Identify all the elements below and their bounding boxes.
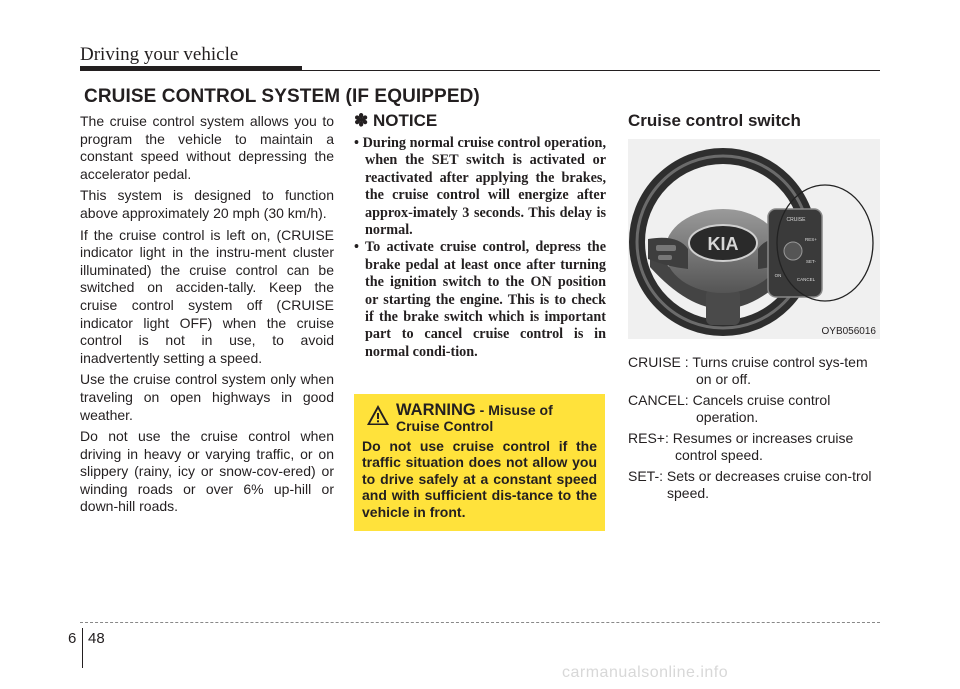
intro-paragraph: Use the cruise control system only when traveling on open highways in good weather. <box>80 371 334 423</box>
footer-rule <box>80 622 880 623</box>
res-label: RES+ <box>805 237 817 242</box>
section-title: CRUISE CONTROL SYSTEM (IF EQUIPPED) <box>84 86 480 107</box>
notice-box <box>354 111 606 361</box>
page-number: 48 <box>88 630 105 647</box>
warning-header <box>362 402 597 434</box>
steering-wheel-graphic <box>628 139 880 339</box>
notice-item: • To activate cruise control, depress the brake pedal at least once after turning the ignition switch to the ON position or starting the engine. This is to check if the brake switch which is important part to cancel cruise control is in normal condi-tion. <box>354 239 606 360</box>
cruise-control-switch-panel <box>768 209 822 297</box>
warning-box <box>354 394 605 531</box>
notice-symbol: ✽ <box>354 111 369 130</box>
image-code: OYB056016 <box>821 326 876 337</box>
header-bar <box>80 66 302 71</box>
cancel-label: CANCEL <box>796 277 816 282</box>
intro-paragraph: Do not use the cruise control when driving in heavy or varying traffic, or on slippery (rainy, icy or snow-cov-ered) or winding roads or over 6% up-hill or down-hill roads. <box>80 428 334 515</box>
notice-item-text: To activate cruise control, depress the brake pedal at least once after turning the ignition switch to the ON position or starting the engine. This is to check if the brake switch which is important part to cancel cruise control is in normal condi-tion. <box>364 239 606 360</box>
definition-item <box>628 430 880 464</box>
on-label: ON <box>774 273 782 278</box>
definition-desc: Turns cruise control sys-tem on or off. <box>692 354 868 387</box>
cruise-label: CRUISE <box>786 217 806 223</box>
header-rule <box>302 70 880 71</box>
notice-item: • During normal cruise control operation, when the SET switch is activated or reactivated after applying the brakes, the cruise control will energize after approx-imately 3 seconds. This delay is normal. <box>354 135 606 239</box>
warning-word: WARNING <box>396 401 476 419</box>
definition-item <box>628 468 880 502</box>
definition-desc: Cancels cruise control operation. <box>692 392 831 425</box>
notice-item-text: During normal cruise control operation, when the SET switch is activated or reactivated after applying the brakes, the cruise control will energize after approx-imately 3 seconds. This delay is normal. <box>362 135 606 239</box>
notice-list <box>354 135 606 361</box>
definition-term: RES+: <box>628 430 669 446</box>
intro-paragraph: If the cruise control is left on, (CRUISE indicator light in the instru-ment cluster illuminated) the cruise control can be switched on acciden-tally. Keep the cruise control system off (CRUISE indicator light OFF) when the cruise control is not in use, to avoid inadvertently setting a speed. <box>80 226 334 366</box>
notice-label: NOTICE <box>372 111 438 130</box>
page-number-separator <box>82 628 83 668</box>
warning-subtitle-1: - Misuse of <box>475 402 553 418</box>
chapter-title: Driving your vehicle <box>80 44 239 65</box>
page-chapter-number: 6 <box>68 630 77 647</box>
intro-column <box>80 113 334 520</box>
steering-wheel-illustration <box>628 139 880 339</box>
intro-paragraph: The cruise control system allows you to program the vehicle to maintain a constant speed without depressing the accelerator pedal. <box>80 113 334 182</box>
definition-term: CANCEL: <box>628 392 689 408</box>
definition-desc: Sets or decreases cruise con-trol speed. <box>666 468 872 501</box>
definition-desc: Resumes or increases cruise control speed. <box>672 430 854 463</box>
wheel-bottom-spoke <box>706 289 740 325</box>
warning-body: Do not use cruise control if the traffic situation does not allow you to drive safely at a constant speed and with sufficient dis-tance to the vehicle in front. <box>362 438 597 520</box>
warning-subtitle-2: Cruise Control <box>396 418 494 434</box>
definition-term: SET-: <box>628 468 664 484</box>
intro-paragraph: This system is designed to function above approximately 20 mph (30 km/h). <box>80 187 334 221</box>
watermark: carmanualsonline.info <box>562 664 729 681</box>
definition-term: CRUISE : <box>628 354 689 370</box>
definition-item <box>628 392 880 426</box>
switch-definitions <box>628 354 880 506</box>
notice-title <box>354 111 606 131</box>
set-label: SET- <box>805 259 817 264</box>
definition-item <box>628 354 880 388</box>
warning-triangle-icon <box>366 404 390 426</box>
warning-title <box>396 402 553 434</box>
switch-title: Cruise control switch <box>628 111 801 130</box>
brand-label: KIA <box>707 234 739 254</box>
